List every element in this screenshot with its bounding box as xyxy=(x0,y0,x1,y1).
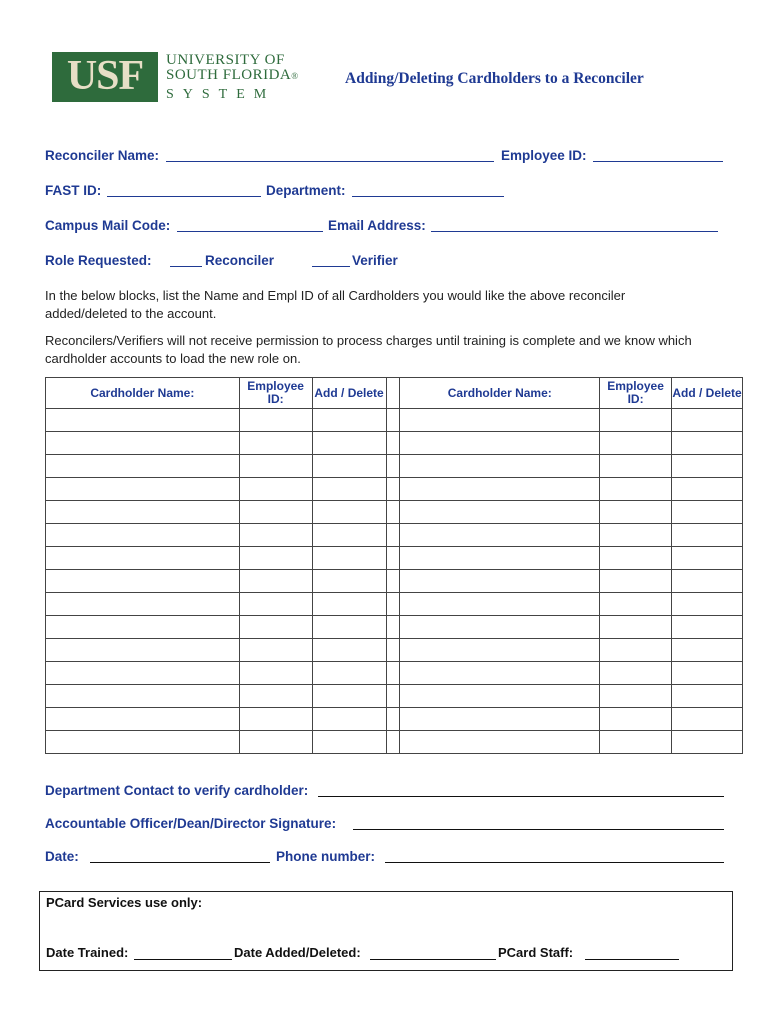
usf-logo-mark: USF xyxy=(66,53,144,99)
cardholder-name-cell[interactable] xyxy=(400,409,600,432)
employee-id-cell[interactable] xyxy=(239,731,312,754)
page-title: Adding/Deleting Cardholders to a Reconciler xyxy=(345,70,644,87)
employee-id-cell[interactable] xyxy=(600,432,672,455)
cardholder-name-cell[interactable] xyxy=(400,662,600,685)
table-header-row xyxy=(46,378,743,409)
cardholder-name-cell[interactable] xyxy=(46,547,240,570)
fast-id-label: FAST ID: xyxy=(45,183,102,198)
employee-id-label: Employee ID: xyxy=(501,148,587,163)
date-field[interactable] xyxy=(90,862,270,863)
separator-cell xyxy=(386,501,400,524)
separator-cell xyxy=(386,524,400,547)
employee-id-cell[interactable] xyxy=(239,478,312,501)
employee-id-cell[interactable] xyxy=(600,478,672,501)
add-delete-cell[interactable] xyxy=(312,731,386,754)
employee-id-cell[interactable] xyxy=(600,501,672,524)
add-delete-cell[interactable] xyxy=(312,478,386,501)
col-header-add-delete-2: Add / Delete xyxy=(672,378,743,409)
separator-cell xyxy=(386,685,400,708)
role-requested-label: Role Requested: xyxy=(45,253,152,268)
add-delete-cell[interactable] xyxy=(312,432,386,455)
add-delete-cell[interactable] xyxy=(312,593,386,616)
date-label: Date: xyxy=(45,849,79,864)
cardholder-name-cell[interactable] xyxy=(46,662,240,685)
employee-id-cell[interactable] xyxy=(600,570,672,593)
cardholder-name-cell[interactable] xyxy=(400,478,600,501)
separator-cell xyxy=(386,593,400,616)
separator-cell xyxy=(386,432,400,455)
add-delete-cell[interactable] xyxy=(312,409,386,432)
add-delete-cell[interactable] xyxy=(672,570,743,593)
table-row xyxy=(46,593,743,616)
date-added-field[interactable] xyxy=(370,959,496,960)
dept-contact-label: Department Contact to verify cardholder: xyxy=(45,783,309,798)
add-delete-cell[interactable] xyxy=(312,685,386,708)
add-delete-cell[interactable] xyxy=(672,731,743,754)
employee-id-cell[interactable] xyxy=(239,432,312,455)
campus-mail-code-field[interactable] xyxy=(177,231,323,232)
table-row xyxy=(46,432,743,455)
add-delete-cell[interactable] xyxy=(672,639,743,662)
employee-id-cell[interactable] xyxy=(600,639,672,662)
cardholder-name-cell[interactable] xyxy=(400,708,600,731)
pcard-staff-field[interactable] xyxy=(585,959,679,960)
role-reconciler-checkline[interactable] xyxy=(170,266,202,267)
table-row xyxy=(46,731,743,754)
cardholder-name-cell[interactable] xyxy=(46,432,240,455)
cardholder-name-cell[interactable] xyxy=(46,478,240,501)
role-verifier-label: Verifier xyxy=(352,253,398,268)
column-separator xyxy=(386,378,400,409)
table-row xyxy=(46,662,743,685)
date-trained-label: Date Trained: xyxy=(46,945,129,960)
add-delete-cell[interactable] xyxy=(312,455,386,478)
reconciler-name-label: Reconciler Name: xyxy=(45,148,160,163)
signature-field[interactable] xyxy=(353,829,724,830)
employee-id-cell[interactable] xyxy=(600,524,672,547)
table-row xyxy=(46,501,743,524)
cardholder-name-cell[interactable] xyxy=(400,501,600,524)
table-row xyxy=(46,616,743,639)
separator-cell xyxy=(386,478,400,501)
cardholder-table xyxy=(45,377,743,754)
logo-south-florida: SOUTH FLORIDA® xyxy=(166,67,299,83)
employee-id-cell[interactable] xyxy=(239,455,312,478)
add-delete-cell[interactable] xyxy=(672,616,743,639)
cardholder-name-cell[interactable] xyxy=(46,731,240,754)
add-delete-cell[interactable] xyxy=(312,639,386,662)
table-row xyxy=(46,639,743,662)
employee-id-cell[interactable] xyxy=(239,547,312,570)
instructions-paragraph-2: Reconcilers/Verifiers will not receive permission to process charges until training is complete and we know which cardholder accounts to load the new role on. xyxy=(45,333,692,366)
col-header-add-delete: Add / Delete xyxy=(312,378,386,409)
reconciler-name-field[interactable] xyxy=(166,161,494,162)
add-delete-cell[interactable] xyxy=(312,570,386,593)
add-delete-cell[interactable] xyxy=(672,685,743,708)
employee-id-cell[interactable] xyxy=(600,455,672,478)
cardholder-name-cell[interactable] xyxy=(46,593,240,616)
cardholder-name-cell[interactable] xyxy=(400,524,600,547)
campus-mail-code-label: Campus Mail Code: xyxy=(45,218,171,233)
role-verifier-checkline[interactable] xyxy=(312,266,350,267)
add-delete-cell[interactable] xyxy=(672,708,743,731)
add-delete-cell[interactable] xyxy=(312,501,386,524)
fast-id-field[interactable] xyxy=(107,196,261,197)
separator-cell xyxy=(386,570,400,593)
separator-cell xyxy=(386,708,400,731)
col-header-employee-id: Employee ID: xyxy=(239,378,312,409)
employee-id-cell[interactable] xyxy=(600,547,672,570)
employee-id-cell[interactable] xyxy=(600,409,672,432)
signature-label: Accountable Officer/Dean/Director Signature: xyxy=(45,816,337,831)
employee-id-cell[interactable] xyxy=(239,570,312,593)
table-row xyxy=(46,409,743,432)
employee-id-cell[interactable] xyxy=(239,524,312,547)
department-field[interactable] xyxy=(352,196,504,197)
cardholder-name-cell[interactable] xyxy=(46,616,240,639)
pcard-staff-label: PCard Staff: xyxy=(498,945,574,960)
employee-id-cell[interactable] xyxy=(239,593,312,616)
cardholder-name-cell[interactable] xyxy=(46,570,240,593)
add-delete-cell[interactable] xyxy=(672,547,743,570)
add-delete-cell[interactable] xyxy=(312,616,386,639)
cardholder-name-cell[interactable] xyxy=(46,524,240,547)
employee-id-cell[interactable] xyxy=(600,685,672,708)
add-delete-cell[interactable] xyxy=(312,662,386,685)
add-delete-cell[interactable] xyxy=(312,524,386,547)
col-header-cardholder-name-2: Cardholder Name: xyxy=(400,378,600,409)
table-row xyxy=(46,685,743,708)
col-header-cardholder-name: Cardholder Name: xyxy=(46,378,240,409)
separator-cell xyxy=(386,409,400,432)
cardholder-name-cell[interactable] xyxy=(46,639,240,662)
cardholder-name-cell[interactable] xyxy=(400,593,600,616)
separator-cell xyxy=(386,547,400,570)
cardholder-name-cell[interactable] xyxy=(400,432,600,455)
separator-cell xyxy=(386,731,400,754)
cardholder-name-cell[interactable] xyxy=(400,547,600,570)
email-address-field[interactable] xyxy=(431,231,718,232)
separator-cell xyxy=(386,455,400,478)
table-body xyxy=(46,409,743,754)
phone-field[interactable] xyxy=(385,862,724,863)
table-row xyxy=(46,524,743,547)
cardholder-name-cell[interactable] xyxy=(46,708,240,731)
employee-id-cell[interactable] xyxy=(600,731,672,754)
employee-id-cell[interactable] xyxy=(239,708,312,731)
employee-id-cell[interactable] xyxy=(239,616,312,639)
cardholder-name-cell[interactable] xyxy=(46,455,240,478)
cardholder-name-cell[interactable] xyxy=(400,455,600,478)
cardholder-name-cell[interactable] xyxy=(46,409,240,432)
department-label: Department: xyxy=(266,183,346,198)
cardholder-name-cell[interactable] xyxy=(400,685,600,708)
add-delete-cell[interactable] xyxy=(672,409,743,432)
instructions-paragraph-1: In the below blocks, list the Name and Empl ID of all Cardholders you would like the above reconciler added/deleted to the account. xyxy=(45,288,626,321)
employee-id-cell[interactable] xyxy=(600,662,672,685)
cardholder-name-cell[interactable] xyxy=(400,616,600,639)
cardholder-name-cell[interactable] xyxy=(400,570,600,593)
cardholder-name-cell[interactable] xyxy=(46,501,240,524)
add-delete-cell[interactable] xyxy=(672,593,743,616)
employee-id-cell[interactable] xyxy=(600,593,672,616)
logo-south-florida-text: SOUTH FLORIDA xyxy=(166,67,292,83)
date-added-label: Date Added/Deleted: xyxy=(234,945,361,960)
add-delete-cell[interactable] xyxy=(672,662,743,685)
logo-system: SYSTEM xyxy=(166,87,276,102)
table-row xyxy=(46,570,743,593)
pcard-heading: PCard Services use only: xyxy=(46,895,203,910)
table-row xyxy=(46,708,743,731)
employee-id-field[interactable] xyxy=(593,161,723,162)
role-reconciler-label: Reconciler xyxy=(205,253,275,268)
col-header-employee-id-2: Employee ID: xyxy=(600,378,672,409)
employee-id-cell[interactable] xyxy=(600,708,672,731)
employee-id-cell[interactable] xyxy=(239,662,312,685)
date-trained-field[interactable] xyxy=(134,959,232,960)
add-delete-cell[interactable] xyxy=(672,478,743,501)
separator-cell xyxy=(386,662,400,685)
table-row xyxy=(46,455,743,478)
employee-id-cell[interactable] xyxy=(239,639,312,662)
phone-label: Phone number: xyxy=(276,849,376,864)
add-delete-cell[interactable] xyxy=(312,547,386,570)
add-delete-cell[interactable] xyxy=(672,524,743,547)
email-address-label: Email Address: xyxy=(328,218,426,233)
separator-cell xyxy=(386,639,400,662)
dept-contact-field[interactable] xyxy=(318,796,724,797)
employee-id-cell[interactable] xyxy=(239,409,312,432)
employee-id-cell[interactable] xyxy=(239,501,312,524)
add-delete-cell[interactable] xyxy=(672,501,743,524)
logo-university-of: UNIVERSITY OF xyxy=(166,52,285,68)
cardholder-name-cell[interactable] xyxy=(400,639,600,662)
add-delete-cell[interactable] xyxy=(672,432,743,455)
cardholder-name-cell[interactable] xyxy=(400,731,600,754)
table-row xyxy=(46,478,743,501)
separator-cell xyxy=(386,616,400,639)
employee-id-cell[interactable] xyxy=(600,616,672,639)
add-delete-cell[interactable] xyxy=(312,708,386,731)
cardholder-name-cell[interactable] xyxy=(46,685,240,708)
employee-id-cell[interactable] xyxy=(239,685,312,708)
add-delete-cell[interactable] xyxy=(672,455,743,478)
table-row xyxy=(46,547,743,570)
